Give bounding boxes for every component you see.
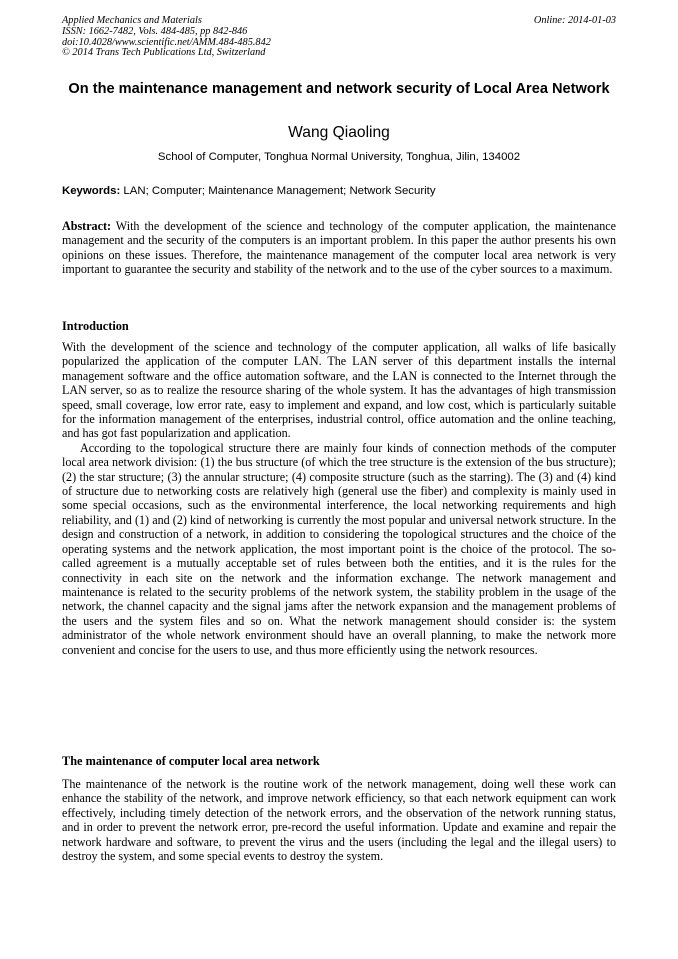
author-affiliation: School of Computer, Tonghua Normal University, Tonghua, Jilin, 134002 [157, 151, 521, 163]
author-name: Wang Qiaoling [288, 124, 390, 141]
online-date: Online: 2014-01-03 [533, 15, 616, 26]
abstract [62, 219, 616, 277]
abstract-label: Abstract: [62, 219, 112, 233]
keywords-text: LAN; Computer; Maintenance Management; Network Security [123, 185, 436, 197]
keywords [62, 184, 616, 199]
paper-title: On the maintenance management and network security of Local Area Network [68, 81, 610, 97]
issn-line: ISSN: 1662-7482, Vols. 484-485, pp 842-846 [62, 25, 248, 37]
paragraph: With the development of the science and technology of the computer application, all walks of life basically popularized the application of the computer LAN. The LAN server of this department installs the internal management software and the office automation software, and the LAN is connected to the Internet through the LAN server, so as to realize the resource sharing of the whole system. It has the advantages of high transmission speed, small coverage, low error rate, easy to implement and expand, and low cost, which is particularly suitable for the information management of the enterprises, industrial control, office automation and the online teaching, and has got fast popularization and application. [62, 340, 616, 441]
doi-line: doi:10.4028/www.scientific.net/AMM.484-485.842 [62, 36, 271, 48]
abstract-text: With the development of the science and technology of the computer application, the maintenance management and the security of the computers is an important problem. In this paper the author presents his own opinions on these issues. Therefore, the maintenance management of the computer local area network is very important to guarantee the security and stability of the network and to the use of the cyber sources to a maximum. [62, 219, 616, 277]
section-heading-introduction: Introduction [62, 319, 129, 333]
keywords-label: Keywords: [62, 185, 121, 197]
section-heading-maintenance: The maintenance of computer local area network [62, 754, 320, 768]
paragraph: According to the topological structure there are mainly four kinds of connection methods of the computer local area network division: (1) the bus structure (of which the tree structure is the extension of the bus structure); (2) the star structure; (3) the annular structure; (4) composite structure (such as the starring). The (3) and (4) kind of structure due to networking costs are relatively high (general use the fiber) and complexity is mainly used in some special occasions, such as the environmental interference, the local networking requirements and high reliability, and (1) and (2) kind of networking is currently the most popular and universal network structure. In the design and construction of a network, in addition to considering the topological structures and the choice of the operating systems and the network application, the most important point is the choice of the protocol. The so-called agreement is a mutually acceptable set of rules between both the entities, and it is the rules for the connectivity in each site on the network and the information exchange. The network management and maintenance is related to the security problems of the network system, the stability problem in the usage of the network, the channel capacity and the signal jams after the network expansion and the management problems of the users and the system files and so on. What the network management should consider is: the system administrator of the whole network environment should have an overall planning, to make the network more convenient and concise for the users to use, and thus more efficiently using the network resources. [62, 440, 616, 657]
copyright-line: © 2014 Trans Tech Publications Ltd, Switzerland [62, 47, 266, 59]
journal-name: Applied Mechanics and Materials [62, 15, 202, 26]
journal-metadata [62, 16, 271, 59]
section-maintenance-body [62, 777, 616, 863]
section-introduction-body [62, 340, 616, 657]
paragraph: The maintenance of the network is the routine work of the network management, doing well these work can enhance the stability of the network, and improve network efficiency, so that each network equipment can work effectively, including timely detection of the network errors, and the observation of the network running status, and in order to prevent the network error, pre-record the useful information. Update and examine and repair the network hardware and software, to prevent the virus and the users (including the legal and the illegal users) to destroy the system, and some special events to destroy the system. [62, 777, 616, 864]
